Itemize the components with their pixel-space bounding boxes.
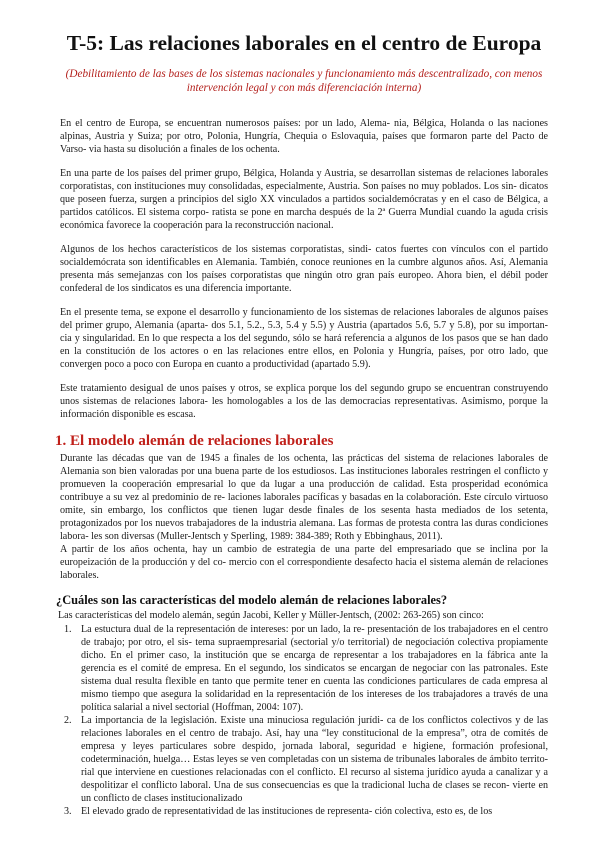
section-paragraph-1: Durante las décadas que van de 1945 a finales de los ochenta, las prácticas del sistema de relaciones laborales de Alemania son bien valoradas por una buena parte de los estudiosos. Las instituciones laborales restringen el conflicto y promueven la cooperación empresarial lo que da lugar a una producción de calidad. Esta prosperidad económica contribuye a su vez al predominio de re- laciones laborales pacíficas y basadas en la colaboración. Este círculo virtuoso omite, sin embargo, los conflictos que tienen lugar desde finales de los sesenta hasta mediados de los setenta, protagonizados por los nuevos trabajadores de la industria alemana. Las formas de protesta contra las duras condiciones labora- les son diversas (Muller-Jentsch y Sperling, 1989: 384-389; Roth y Ebbinghaus, 2011). [60, 453, 548, 542]
list-item [60, 714, 548, 805]
intro-paragraph-5: Este tratamiento desigual de unos países y otros, se explica porque los del segundo grupo se encuentran construyendo unos sistemas de relaciones labora- les homologables a los de las democracias representativas. Asimismo, porque la información disponible es escasa. [60, 383, 548, 420]
section-heading: 1. El modelo alemán de relaciones laborales [55, 433, 334, 449]
section-paragraph-2: A partir de los años ochenta, hay un cambio de estrategia de una parte del empresariado que se inclina por la europeización de la producción y del co- mercio con el correspondiente desafecto hacia el sistema alemán de relaciones laborales. [60, 544, 548, 581]
intro-paragraph-2: En una parte de los países del primer grupo, Bélgica, Holanda y Austria, se desarrollan sistemas de relaciones laborales corporatistas, con instituciones muy consolidadas, especialmente, Austria. Son países no muy poblados. Los sin- dicatos que poseen fuerza, surgen a principios del siglo XX vinculados a partidos socialdemócratas y en el caso de Bélgica, a partidos católicos. El sistema corpo- ratista se pone en marcha después de la 2ª Guerra Mundial cuando la aguda crisis económica favorece la cooperación para la reconstrucción nacional. [60, 168, 548, 231]
intro-paragraph-4: En el presente tema, se expone el desarrollo y funcionamiento de los sistemas de relaciones laborales de algunos países del primer grupo, Alemania (aparta- dos 5.1, 5.2., 5.3, 5.4 y 5.5) y Austria (apartados 5.6, 5.7 y 5.8), por su importan- cia y singularidad. En lo que respecta a los del segundo, sólo se hará referencia a algunos de los pasos que se han dado en la constitución de los actores o en las relaciones entre ellos, en Polonia y Hungría, países, por otro lado, que convergen poco a poco con Europa en cuanto a productividad (apartado 5.9). [60, 307, 548, 370]
list-item-number: 2. [64, 715, 72, 726]
list-item-text: La estuctura dual de la representación de intereses: por un lado, la re- presentación de los trabajadores en el centro de trabajo; por otro, el sis- tema supraempresarial (sectorial y/o territorial) de negociación colectiva propiamente dicho. En el primer caso, la institución que se encarga de representar a los trabajadores en la fábrica ante la gerencia es el comité de empresa. En el segundo, los sindicatos se encargan de negociar con las patronales. Este sistema dual resulta flexible en tanto que permite tener en cuenta las condiciones particulares de cada empresa al mismo tiempo que asegura la solidaridad en la representación de los intereses de los trabajadores a través de una política salarial a nivel sectorial (Hoffman, 2004: 107). [81, 624, 548, 713]
characteristics-list [60, 623, 548, 818]
intro-paragraph-3: Algunos de los hechos característicos de los sistemas corporatistas, sindi- catos fuertes con vínculos con el partido socialdemócrata son identificables en Alemania. También, conoce reuniones en la cumbre algunos años. Así, Alemania presenta más semejanzas con los países corporatistas que ningún otro gran país europeo. Ahora bien, el débil poder confederal de los sindicatos es una diferencia importante. [60, 244, 548, 294]
page-subtitle: (Debilitamiento de las bases de los sistemas nacionales y funcionamiento más descentralizado, con menos intervención legal y con más diferenciación interna) [65, 68, 543, 94]
question-heading: ¿Cuáles son las características del modelo alemán de relaciones laborales? [56, 593, 448, 607]
list-item-text: El elevado grado de representatividad de las instituciones de representa- ción colectiva, esto es, de los [81, 806, 493, 817]
list-item-number: 1. [64, 624, 72, 635]
page-title: T-5: Las relaciones laborales en el centro de Europa [66, 31, 542, 55]
list-item [60, 623, 548, 714]
list-item-number: 3. [64, 806, 72, 817]
list-item-text: La importancia de la legislación. Existe una minuciosa regulación jurídi- ca de los conflictos colectivos y de las relaciones laborales en el centro de trabajo. Así, hay una “ley constitucional de la empresa”, otra de comités de empresa y leyes particulares sobre despido, jornada laboral, seguridad e higiene, formación profesional, codeterminación, huelga… Estas leyes se ven completadas con un sistema de tribunales laborales de ámbito territo- rial que interviene en cuestiones relacionadas con el conflicto. El recurso al sistema jurídico ayuda a canalizar y a despolitizar el conflicto laboral. Una de sus consecuencias es que la tradicional lucha de clases se recon- vierte en un conflicto de clases institucionalizado [81, 715, 548, 804]
question-lead: Las características del modelo alemán, según Jacobi, Keller y Müller-Jentsch, (2002: 263-265) son cinco: [58, 610, 484, 621]
list-item [60, 805, 548, 818]
intro-paragraph-1: En el centro de Europa, se encuentran numerosos países: por un lado, Alema- nia, Bélgica, Holanda o las naciones alpinas, Austria y Suiza; por otro, Polonia, Hungría, Chequia o Eslovaquia, países que formaron parte del Pacto de Varso- via hasta su disolución a finales de los ochenta. [60, 118, 548, 155]
